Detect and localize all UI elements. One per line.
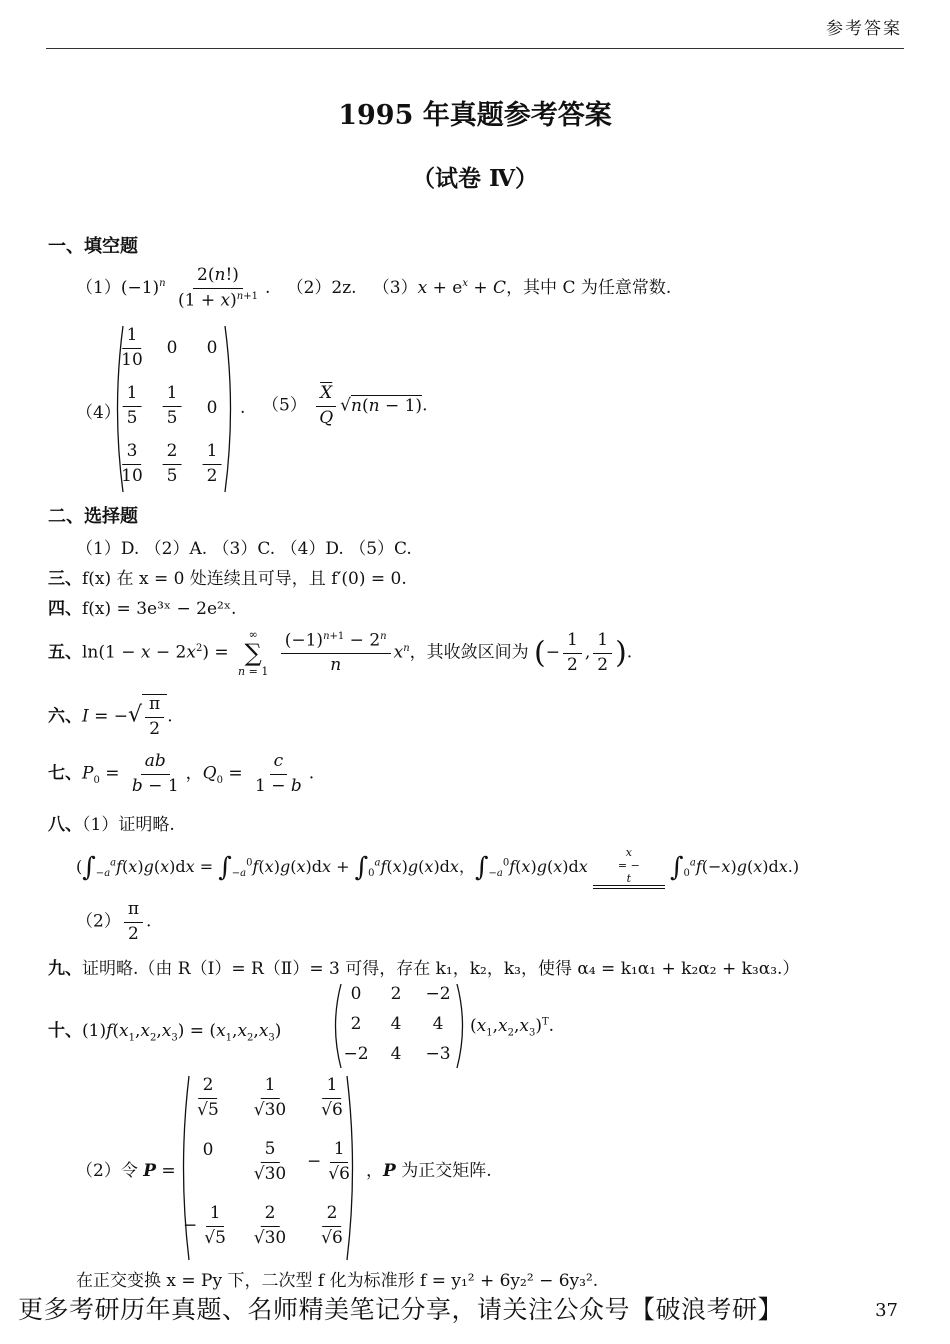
answer-3-label: （3） [372,277,418,298]
section-10-heading: 十、 [48,1021,82,1041]
matrix-4-cell: $\frac{1}{5}$ [160,384,185,428]
section-9-heading: 九、 [48,959,82,979]
header-rule [46,48,904,49]
matrix-A-cell: 2 [350,1014,362,1034]
section-5-suffix: ，其收敛区间为 [409,642,529,663]
answer-5-label: （5） [262,395,307,416]
matrix-4-right-paren [222,324,238,494]
matrix-A-cell: −2 [425,984,451,1004]
matrix-A [340,982,465,1070]
answer-1-label: （1） [76,277,121,298]
matrix-P-cell: $\frac{1}{√6}$ [321,1075,343,1120]
section-8-part2-label: （2） [76,911,121,932]
section-9 [48,954,799,979]
section-4-heading: 四、 [48,599,82,619]
section-2-answers: （1）D. （2）A. （3）C. （4）D. （5）C. [76,539,412,559]
matrix-A-cell: 2 [390,984,402,1004]
matrix-P-cell: $\frac{5}{√30}$ [253,1139,287,1184]
section-3-heading: 三、 [48,569,82,589]
section-8 [48,810,175,835]
answer-4-label: （4） [76,403,121,423]
section-3-text: f(x) 在 x = 0 处连续且可导，且 f′(0) = 0. [82,569,407,589]
answer-5: （5） $\frac{\overline{X}}{Q}$ √n(n − 1). [262,383,428,428]
sum-symbol: ∞ ∑ n = 1 [238,628,269,678]
answer-3-tail: ，其中 C 为任意常数. [506,277,672,298]
answer-1-fraction: $\frac{2(n!)}{(1 + x)^{n+1}}$ [178,265,258,311]
section-10-part2: （2）令 P = [76,1161,176,1181]
matrix-4 [118,324,228,494]
page-title: 1995 年真题参考答案 [338,100,612,131]
matrix-4-cell: 0 [206,338,218,358]
matrix-P [183,1074,358,1262]
matrix-4-cell: $\frac{1}{5}$ [120,384,145,428]
section-6: 六、I = −√ $\frac{\pi}{2}$ . [48,694,173,739]
section-4 [48,594,236,619]
matrix-P-cell: $\frac{2}{√6}$ [321,1203,343,1248]
section-10-part2-suffix: 为正交矩阵. [401,1161,492,1181]
running-header: 参考答案 [826,19,902,39]
matrix-A-right-paren [454,982,470,1070]
section-10-last-line: 在正交变换 x = Py 下，二次型 f 化为标准形 f = y₁² + 6y₂² − 6y₃². [76,1271,599,1291]
section-3 [48,564,407,589]
section-8-heading: 八、 [48,815,82,835]
matrix-A-cell: 4 [390,1044,402,1064]
section-5: 五、$\ln(1 - x - 2x^2)$ = ∞ ∑ n = 1 $\frac{(-1)^{n+1} - 2^n}{n}$ $x^n$，其收敛区间为 (− $\frac{1}{2}$ , $\frac{1}{2}$ ). [48,628,633,678]
matrix-A-cell: −2 [343,1044,369,1064]
matrix-P-cell: $\frac{1}{√30}$ [253,1075,287,1120]
section-8-part1: （1）证明略. [82,815,175,835]
matrix-A-cell: 4 [432,1014,444,1034]
answer-5-fraction: $\frac{\overline{X}}{Q}$ [315,384,337,428]
matrix-A-cell: 0 [350,984,362,1004]
matrix-4-cell: 0 [166,338,178,358]
matrix-A-cell: 4 [390,1014,402,1034]
matrix-4-cell: $\frac{2}{5}$ [160,442,185,486]
section-1-heading: 一、填空题 [48,236,138,257]
section-10-part2-label: （2）令 [76,1161,138,1181]
matrix-P-cell: $\frac{2}{√5}$ [197,1075,219,1120]
section-7-heading: 七、 [48,763,82,784]
matrix-P-right-paren [344,1074,360,1262]
matrix-P-cell: − $\frac{1}{√6}$ [307,1139,350,1184]
matrix-P-cell: 0 [202,1140,214,1160]
matrix-4-cell: $\frac{1}{2}$ [200,442,225,486]
section-6-heading: 六、 [48,706,82,727]
section-4-text: f(x) = 3e³ˣ − 2e²ˣ. [82,599,237,619]
matrix-4-cell: $\frac{3}{10}$ [121,441,143,486]
section-10-part1: 十、$(1)f(x_1,x_2,x_3) = (x_1,x_2,x_3)$ [48,1021,282,1044]
section-9-text: 证明略.（由 R（Ⅰ）= R（Ⅱ）= 3 可得，存在 k₁，k₂，k₃，使得 α₄ = k₁α₁ + k₂α₂ + k₃α₃.） [82,959,800,979]
matrix-4-cell: 0 [206,398,218,418]
matrix-4-cell: $\frac{1}{10}$ [121,325,143,370]
answer-2: （2）2z. [286,277,357,298]
section-5-heading: 五、 [48,642,82,663]
section-2-heading: 二、选择题 [48,506,138,527]
page-number: 37 [875,1300,898,1321]
section-8-part2: （2） $\frac{\pi}{2}$ . [76,899,152,944]
section-8-proof-hint: ($\int_{-a}^af(x)g(x)dx = \int_{-a}^0f(x)g(x)dx + \int_0^af(x)g(x)dx$，$\int_{-a}^0f(x)g(x)dx$ x = − t $\int_0^af(-x)g(x)dx$.) [76,846,799,889]
fill-in-line-1: $(1)(-1)^n$ $\frac{2(n!)}{(1 + x)^{n+1}}$ . （2）2z. $(3)x + e^x + C$，其中 C 为任意常数. [76,265,672,311]
section-7: 七、$P_0$ = $\frac{ab}{b - 1}$ ，$Q_0$ = $\frac{c}{1 - b}$ . [48,751,315,796]
matrix-P-cell: − $\frac{1}{√5}$ [183,1203,226,1248]
matrix-A-cell: −3 [425,1044,451,1064]
page-subtitle: （试卷 Ⅳ） [411,165,539,192]
matrix-P-cell: $\frac{2}{√30}$ [253,1203,287,1248]
footer-banner: 更多考研历年真题、名师精美笔记分享，请关注公众号【破浪考研】 [18,1295,784,1324]
